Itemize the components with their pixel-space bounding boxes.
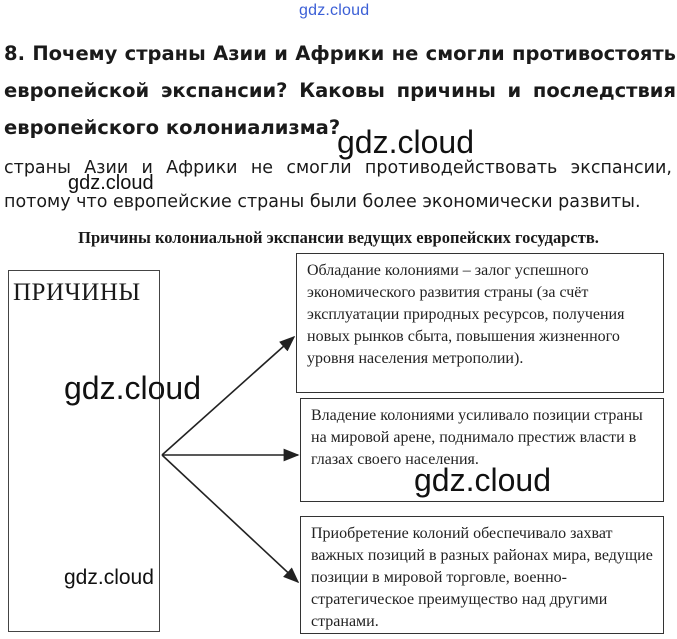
watermark-1: gdz.cloud (337, 124, 474, 160)
watermark-4: gdz.cloud (414, 462, 551, 498)
question-text: 8. Почему страны Азии и Африки не смогли противостоять европейской экспансии? Каковы причины и последствия европейского колониализма? (4, 42, 676, 139)
watermark-3: gdz.cloud (64, 370, 201, 406)
cause-box-prestige: Владение колониями усиливало позиции страны на мировой арене, поднимало престиж власти в глазах своего населения. (300, 398, 664, 502)
cause-box-economic: Обладание колониями – залог успешного экономического развития страны (за счёт эксплуатации природных ресурсов, получения новых рынков сбыта, повышения жизненного уровня населения метрополии). (296, 253, 664, 393)
arrow-to-box-3 (162, 455, 298, 582)
answer-text: страны Азии и Африки не смогли противодействовать экспансии, потому что европейские страны были более экономически развиты. (4, 158, 672, 212)
diagram-title: Причины колониальной экспансии ведущих европейских государств. (78, 228, 599, 247)
watermark-top: gdz.cloud (299, 2, 370, 19)
cause-box-strategic: Приобретение колоний обеспечивало захват важных позиций в разных районах мира, ведущие позиции в мировой торговле, военно-стратегическое преимущество над другими странами. (300, 516, 664, 634)
causes-label: ПРИЧИНЫ (13, 279, 141, 306)
watermark-2: gdz.cloud (68, 172, 154, 194)
watermark-5: gdz.cloud (64, 566, 154, 589)
